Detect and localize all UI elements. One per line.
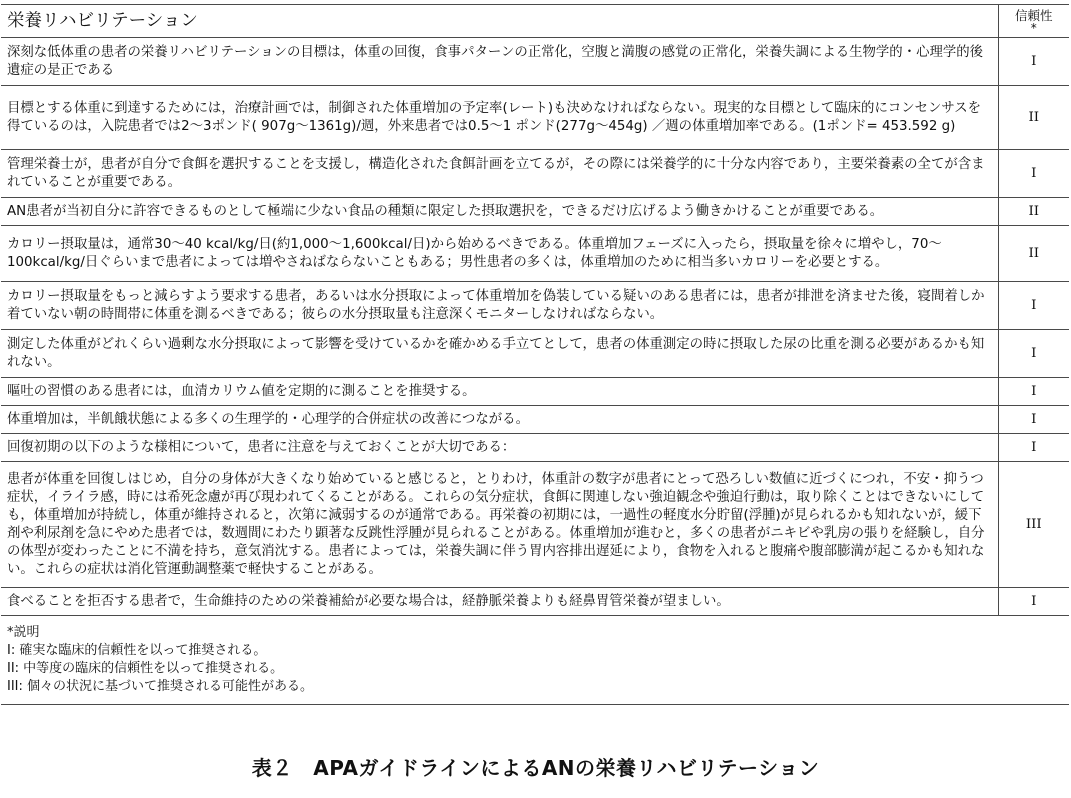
reliability-rating: III xyxy=(998,462,1069,588)
recommendation-text: 体重増加は，半飢餓状態による多くの生理学的・心理学的合併症状の改善につながる。 xyxy=(1,406,998,434)
column-header-reliability xyxy=(998,5,1069,38)
table-row xyxy=(1,86,1069,150)
table-row xyxy=(1,588,1069,616)
recommendation-text: 管理栄養士が，患者が自分で食餌を選択することを支援し，構造化された食餌計画を立てるが，その際には栄養学的に十分な内容であり，主要栄養素の全てが含まれていることが重要である。 xyxy=(1,150,998,198)
recommendation-text: カロリー摂取量をもっと減らすよう要求する患者，あるいは水分摂取によって体重増加を偽装している疑いのある患者には，患者が排泄を済ませた後，寝間着しか着ていない朝の時間帯に体重を測るべきである；彼らの水分摂取量も注意深くモニターしなければならない。 xyxy=(1,282,998,330)
reliability-rating: I xyxy=(998,434,1069,462)
recommendation-text: AN患者が当初自分に許容できるものとして極端に少ない食品の種類に限定した摂取選択を，できるだけ広げるよう働きかけることが重要である。 xyxy=(1,198,998,226)
recommendation-text: 食べることを拒否する患者で，生命維持のための栄養補給が必要な場合は，経静脈栄養よりも経鼻胃管栄養が望ましい。 xyxy=(1,588,998,616)
note-line: II: 中等度の臨床的信頼性を以って推奨される。 xyxy=(7,661,284,676)
reliability-rating: II xyxy=(998,86,1069,150)
recommendation-text: 測定した体重がどれくらい過剰な水分摂取によって影響を受けているかを確かめる手立てとして，患者の体重測定の時に摂取した尿の比重を測る必要があるかも知れない。 xyxy=(1,330,998,378)
reliability-rating: I xyxy=(998,150,1069,198)
recommendation-text: 患者が体重を回復しはじめ，自分の身体が大きくなり始めていると感じると，とりわけ，体重計の数字が患者にとって恐ろしい数値に近づくにつれ，不安・抑うつ症状，イライラ感，時には希死念慮が再び現われてくることがある。これらの気分症状，食餌に関連しない強迫観念や強迫行動は，取り除くことはできないにしても，体重増加が持続し，体重が維持されると，次第に減弱するのが通常である。再栄養の初期には，一過性の軽度水分貯留(浮腫)が見られるかも知れないが，緩下剤や利尿剤を急にやめた患者では，数週間にわたり顕著な反跳性浮腫が見られることがある。体重増加が進むと，多くの患者がニキビや乳房の張りを経験し，自分の体型が変わったことに不満を持ち，意気消沈する。患者によっては，栄養失調に伴う胃内容排出遅延により，食物を入れると腹痛や腹部膨満が起こるかも知れない。これらの症状は消化管運動調整薬で軽快することがある。 xyxy=(1,462,998,588)
table-row xyxy=(1,226,1069,282)
recommendation-text: 回復初期の以下のような様相について，患者に注意を与えておくことが大切である： xyxy=(1,434,998,462)
recommendation-text: 目標とする体重に到達するためには，治療計画では，制御された体重増加の予定率(レート)も決めなければならない。現実的な目標として臨床的にコンセンサスを得ているのは，入院患者では2～3ポンド( 907g～1361g)/週，外来患者では0.5～1 ポンド(277g～454g) ／週の体重増加率である。(1ポンド= 453.592 g) xyxy=(1,86,998,150)
reliability-rating: I xyxy=(998,282,1069,330)
table-row xyxy=(1,406,1069,434)
table-row xyxy=(1,150,1069,198)
reliability-label: 信頼性 xyxy=(1014,8,1053,23)
recommendation-text: カロリー摂取量は，通常30～40 kcal/kg/日(約1,000～1,600kcal/日)から始めるべきである。体重増加フェーズに入ったら，摂取量を徐々に増やし，70～100kcal/kg/日ぐらいまで患者によっては増やさねばならないこともある；男性患者の多くは，体重増加のために相当多いカロリーを必要とする。 xyxy=(1,226,998,282)
guideline-table xyxy=(1,4,1069,705)
table-caption: 表２ APAガイドラインによるANの栄養リハビリテーション xyxy=(251,756,820,780)
reliability-rating: II xyxy=(998,226,1069,282)
reliability-rating: I xyxy=(998,588,1069,616)
column-header-recommendation: 栄養リハビリテーション xyxy=(1,5,998,38)
note-line: I: 確実な臨床的信頼性を以って推奨される。 xyxy=(7,643,267,658)
table-header-row xyxy=(1,5,1069,38)
table-row xyxy=(1,282,1069,330)
reliability-rating: I xyxy=(998,330,1069,378)
reliability-footnote-mark: * xyxy=(1030,21,1037,35)
table-row xyxy=(1,330,1069,378)
notes-row xyxy=(1,616,1069,705)
reliability-rating: II xyxy=(998,198,1069,226)
notes-heading: *説明 xyxy=(7,625,40,640)
note-line: III: 個々の状況に基づいて推奨される可能性がある。 xyxy=(7,679,314,694)
notes-cell xyxy=(1,616,1069,705)
table-row xyxy=(1,38,1069,86)
recommendation-text: 嘔吐の習慣のある患者には，血清カリウム値を定期的に測ることを推奨する。 xyxy=(1,378,998,406)
recommendation-text: 深刻な低体重の患者の栄養リハビリテーションの目標は，体重の回復，食事パターンの正常化，空腹と満腹の感覚の正常化，栄養失調による生物学的・心理学的後遺症の是正である xyxy=(1,38,998,86)
reliability-rating: I xyxy=(998,38,1069,86)
table-row xyxy=(1,434,1069,462)
table-row xyxy=(1,462,1069,588)
reliability-rating: I xyxy=(998,378,1069,406)
reliability-rating: I xyxy=(998,406,1069,434)
table-row xyxy=(1,198,1069,226)
table-row xyxy=(1,378,1069,406)
